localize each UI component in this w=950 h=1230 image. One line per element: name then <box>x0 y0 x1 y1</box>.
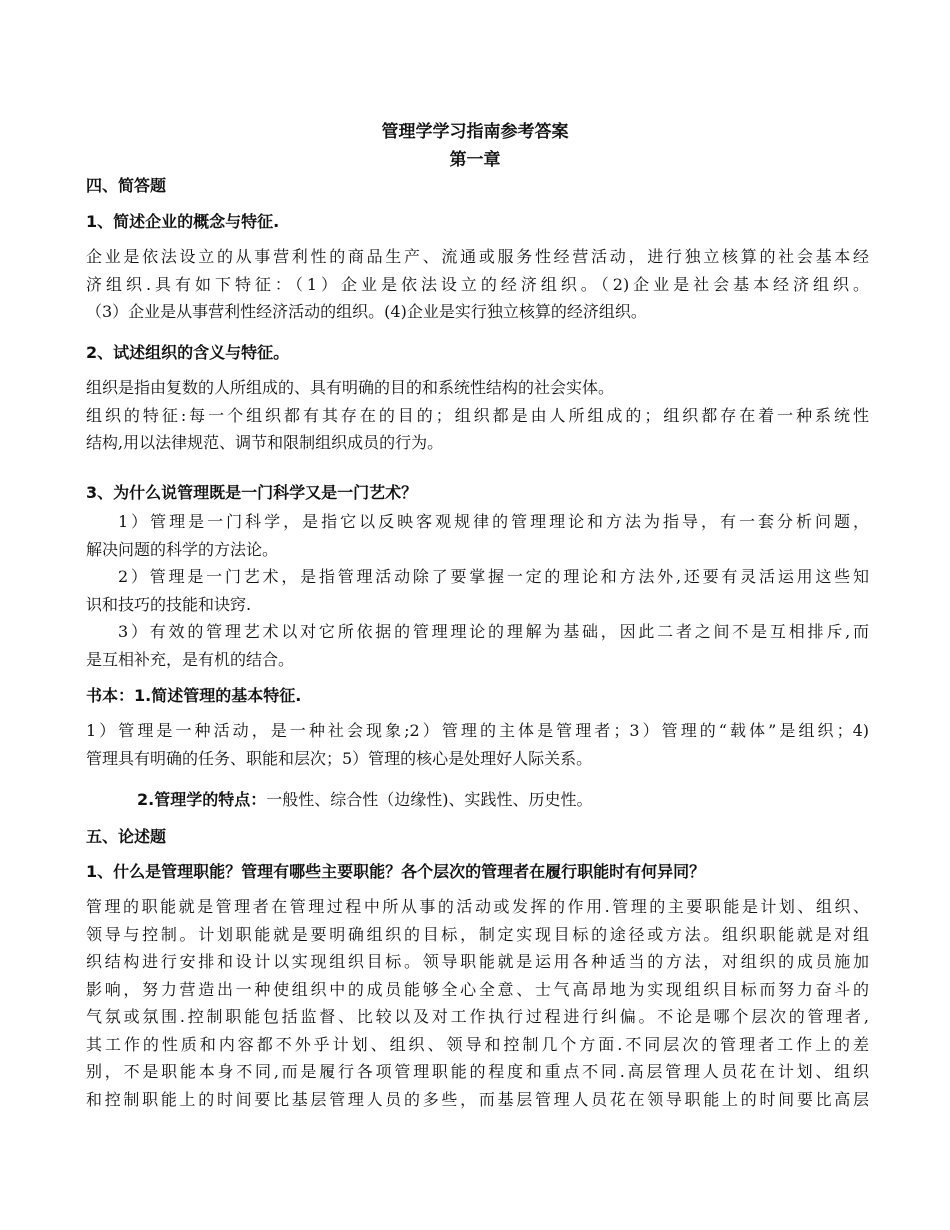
essay-answer-line: 领导与控制。计划职能就是要明确组织的目标，制定实现目标的途径或方法。组织职能就是对组 <box>86 924 869 944</box>
answer-2-line: 组织的特征:每一个组织都有其存在的目的；组织都是由人所组成的；组织都存在着一种系统性 <box>86 405 869 425</box>
essay-answer-line: 管理的职能就是管理者在管理过程中所从事的活动或发挥的作用.管理的主要职能是计划、组织、 <box>86 897 869 916</box>
essay-answer-line: 影响，努力营造出一种使组织中的成员能够全心全意、士气高昂地为实现组织目标而努力奋斗的 <box>86 979 869 999</box>
answer-1 <box>86 243 869 326</box>
essay-answer-line: 气氛或氛围.控制职能包括监督、比较以及对工作执行过程进行纠偏。不论是哪个层次的管理者, <box>86 1007 869 1026</box>
answer-2-line: 结构,用以法律规范、调节和限制组织成员的行为。 <box>86 433 444 452</box>
book-question-title: 书本：1.简述管理的基本特征. <box>86 686 302 705</box>
management-features-text: 一般性、综合性（边缘性)、实践性、历史性。 <box>266 790 593 809</box>
essay-question-1-title: 1、什么是管理职能？管理有哪些主要职能？各个层次的管理者在履行职能时有何异同？ <box>86 862 706 881</box>
book-answer <box>86 717 869 772</box>
answer-3-line: 2）管理是一门艺术，是指管理活动除了要掌握一定的理论和方法外,还要有灵活运用这些知 <box>118 567 869 586</box>
book-answer-line: 1）管理是一种活动，是一种社会现象;2）管理的主体是管理者；3）管理的“载体”是组织；4) <box>86 721 869 740</box>
section-heading-short-answer: 四、简答题 <box>86 176 167 195</box>
management-features-label: 2.管理学的特点： <box>137 790 267 809</box>
answer-2 <box>86 374 869 457</box>
answer-1-line: 济组织.具有如下特征：（1）企业是依法设立的经济组织。（2)企业是社会基本经济组织。 <box>86 274 869 294</box>
essay-answer-line: 其工作的性质和内容都不外乎计划、组织、领导和控制几个方面.不同层次的管理者工作上的差 <box>86 1034 869 1054</box>
essay-answer-line: 和控制职能上的时间要比基层管理人员的多些，而基层管理人员花在领导职能上的时间要比高层 <box>86 1089 869 1109</box>
essay-answer-line: 织结构进行安排和设计以实现组织目标。领导职能就是运用各种适当的方法，对组织的成员施加 <box>86 952 869 971</box>
answer-3-line: 3）有效的管理艺术以对它所依据的管理理论的理解为基础，因此二者之间不是互相排斥,而 <box>118 622 869 641</box>
answer-3-line: 是互相补充，是有机的结合。 <box>86 649 295 669</box>
answer-1-line: 企业是依法设立的从事营利性的商品生产、流通或服务性经营活动，进行独立核算的社会基本经 <box>86 247 869 266</box>
question-3-title: 3、为什么说管理既是一门科学又是一门艺术？ <box>86 483 418 502</box>
chapter-heading: 第一章 <box>449 150 501 170</box>
question-2-title: 2、试述组织的含义与特征。 <box>86 343 290 362</box>
document-title: 管理学学习指南参考答案 <box>381 122 569 142</box>
essay-answer-1 <box>86 893 869 1113</box>
question-1-title: 1、简述企业的概念与特征. <box>86 212 280 231</box>
answer-1-line: （3）企业是从事营利性经济活动的组织。(4)企业是实行独立核算的经济组织。 <box>86 302 647 321</box>
essay-answer-line: 别，不是职能本身不同,而是履行各项管理职能的程度和重点不同.高层管理人员花在计划、组织 <box>86 1062 869 1081</box>
answer-3-line: 识和技巧的技能和诀窍. <box>86 594 252 614</box>
section-heading-essay: 五、论述题 <box>86 827 167 846</box>
answer-3 <box>86 508 869 673</box>
management-features-item <box>137 786 877 814</box>
answer-2-line: 组织是指由复数的人所组成的、具有明确的目的和系统性结构的社会实体。 <box>86 378 615 397</box>
answer-3-line: 1）管理是一门科学，是指它以反映客观规律的管理理论和方法为指导，有一套分析问题， <box>118 512 869 531</box>
answer-3-line: 解决问题的科学的方法论。 <box>86 539 279 559</box>
book-answer-line: 管理具有明确的任务、职能和层次；5）管理的核心是处理好人际关系。 <box>86 748 593 768</box>
